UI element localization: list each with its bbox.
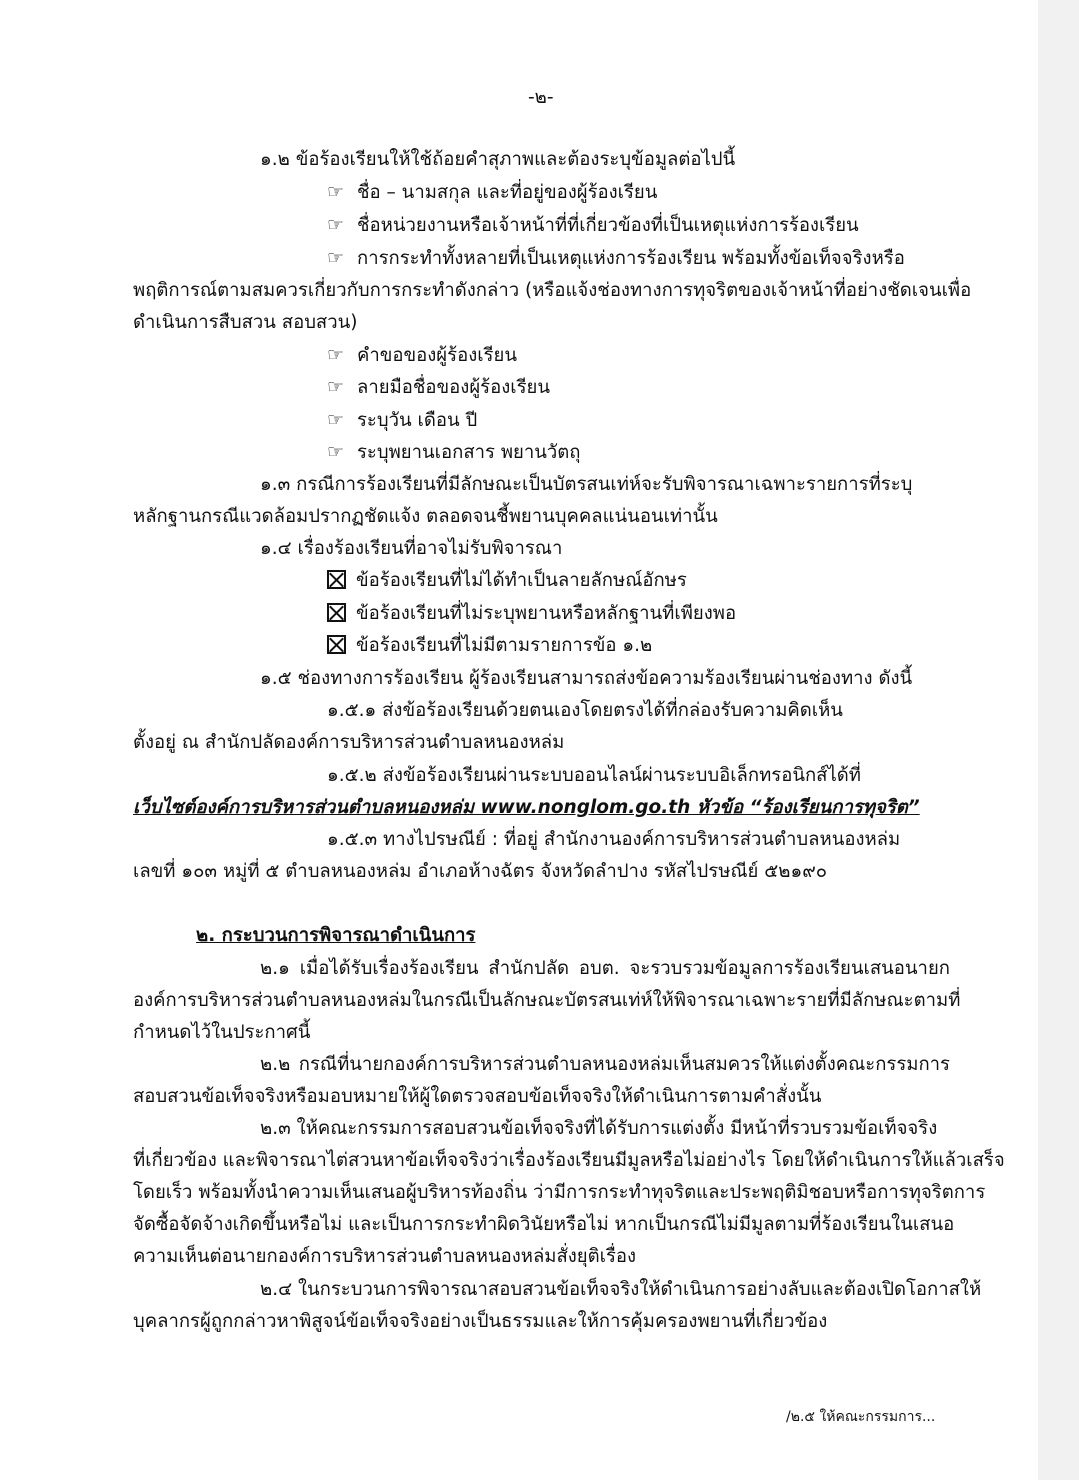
pointing-hand-icon: ☞ xyxy=(327,247,345,269)
paragraph-line: พฤติการณ์ตามสมควรเกี่ยวกับการกระทำดังกล่าว (หรือแจ้งช่องทางการทุจริตของเจ้าหน้าที่อย่างชัดเจนเพื่อ xyxy=(133,280,972,301)
clause-1-5-3-line: ๑.๕.๓ ทางไปรษณีย์ : ที่อยู่ สำนักงานองค์การบริหารส่วนตำบลหนองหล่ม xyxy=(327,829,901,850)
x-box-icon xyxy=(327,635,346,654)
clause-1-5-1-line: ๑.๕.๑ ส่งข้อร้องเรียนด้วยตนเองโดยตรงได้ที่กล่องรับความคิดเห็น xyxy=(327,700,843,721)
continuation-note: /๒.๕ ให้คณะกรรมการ... xyxy=(786,1409,936,1425)
bullet-item: ☞ คำขอของผู้ร้องเรียน xyxy=(327,344,517,366)
paragraph-line: โดยเร็ว พร้อมทั้งนำความเห็นเสนอผู้บริหารท้องถิ่น ว่ามีการกระทำทุจริตและประพฤติมิชอบหรือการทุจริตการ xyxy=(133,1182,986,1203)
pointing-hand-icon: ☞ xyxy=(327,344,345,366)
bullet-item: ☞ ลายมือชื่อของผู้ร้องเรียน xyxy=(327,376,550,398)
paragraph-line: องค์การบริหารส่วนตำบลหนองหล่มในกรณีเป็นลักษณะบัตรสนเท่ห์ให้พิจารณาเฉพาะรายที่มีลักษณะตามที่ xyxy=(133,990,961,1011)
right-scroll-margin xyxy=(1038,0,1079,1480)
paragraph-line: สอบสวนข้อเท็จจริงหรือมอบหมายให้ผู้ใดตรวจสอบข้อเท็จจริงให้ดำเนินการตามคำสั่งนั้น xyxy=(133,1086,822,1107)
checkbox-item: ข้อร้องเรียนที่ไม่ระบุพยานหรือหลักฐานที่เพียงพอ xyxy=(327,602,736,626)
section-2-heading: ๒. กระบวนการพิจารณาดำเนินการ xyxy=(196,925,476,946)
bullet-item: ☞ การกระทำทั้งหลายที่เป็นเหตุแห่งการร้องเรียน พร้อมทั้งข้อเท็จจริงหรือ xyxy=(327,247,905,269)
checkbox-item: ข้อร้องเรียนที่ไม่ได้ทำเป็นลายลักษณ์อักษร xyxy=(327,569,687,593)
clause-2-2-line: ๒.๒ กรณีที่นายกองค์การบริหารส่วนตำบลหนองหล่มเห็นสมควรให้แต่งตั้งคณะกรรมการ xyxy=(260,1054,950,1075)
x-box-icon xyxy=(327,570,346,589)
pointing-hand-icon: ☞ xyxy=(327,376,345,398)
paragraph-line: จัดซื้อจัดจ้างเกิดขึ้นหรือไม่ และเป็นการกระทำผิดวินัยหรือไม่ หากเป็นกรณีไม่มีมูลตามที่ร้องเรียนในเสนอ xyxy=(133,1214,955,1235)
paragraph-line: ตั้งอยู่ ณ สำนักปลัดองค์การบริหารส่วนตำบลหนองหล่ม xyxy=(133,732,565,753)
checkbox-item: ข้อร้องเรียนที่ไม่มีตามรายการข้อ ๑.๒ xyxy=(327,634,652,658)
x-box-icon xyxy=(327,603,346,622)
paragraph-line: เลขที่ ๑๐๓ หมู่ที่ ๕ ตำบลหนองหล่ม อำเภอห้างฉัตร จังหวัดลำปาง รหัสไปรษณีย์ ๕๒๑๙๐ xyxy=(133,861,828,882)
paragraph-line: บุคลากรผู้ถูกกล่าวหาพิสูจน์ข้อเท็จจริงอย่างเป็นธรรมและให้การคุ้มครองพยานที่เกี่ยวข้อง xyxy=(133,1311,828,1332)
clause-1-4-heading: ๑.๔ เรื่องร้องเรียนที่อาจไม่รับพิจารณา xyxy=(260,538,563,559)
website-link-text: เว็บไซต์องค์การบริหารส่วนตำบลหนองหล่ม www.nonglom.go.th หัวข้อ “ร้องเรียนการทุจริต” xyxy=(133,797,920,818)
clause-1-5-2-line: ๑.๕.๒ ส่งข้อร้องเรียนผ่านระบบออนไลน์ผ่านระบบอิเล็กทรอนิกส์ได้ที่ xyxy=(327,765,861,786)
bullet-item: ☞ ชื่อหน่วยงานหรือเจ้าหน้าที่ที่เกี่ยวข้องที่เป็นเหตุแห่งการร้องเรียน xyxy=(327,214,859,236)
paragraph-line: หลักฐานกรณีแวดล้อมปรากฏชัดแจ้ง ตลอดจนชี้พยานบุคคลแน่นอนเท่านั้น xyxy=(133,506,718,527)
bullet-item: ☞ ชื่อ – นามสกุล และที่อยู่ของผู้ร้องเรียน xyxy=(327,181,658,203)
bullet-item: ☞ ระบุพยานเอกสาร พยานวัตถุ xyxy=(327,441,581,463)
clause-1-2-heading: ๑.๒ ข้อร้องเรียนให้ใช้ถ้อยคำสุภาพและต้องระบุข้อมูลต่อไปนี้ xyxy=(260,149,736,170)
paragraph-line: กำหนดไว้ในประกาศนี้ xyxy=(133,1022,311,1043)
pointing-hand-icon: ☞ xyxy=(327,181,345,203)
clause-2-1-line: ๒.๑ เมื่อได้รับเรื่องร้องเรียน สำนักปลัด อบต. จะรวบรวมข้อมูลการร้องเรียนเสนอนายก xyxy=(260,958,950,979)
pointing-hand-icon: ☞ xyxy=(327,441,345,463)
bullet-item: ☞ ระบุวัน เดือน ปี xyxy=(327,409,478,431)
clause-2-4-line: ๒.๔ ในกระบวนการพิจารณาสอบสวนข้อเท็จจริงให้ดำเนินการอย่างลับและต้องเปิดโอกาสให้ xyxy=(260,1279,982,1300)
pointing-hand-icon: ☞ xyxy=(327,214,345,236)
clause-1-3-line: ๑.๓ กรณีการร้องเรียนที่มีลักษณะเป็นบัตรสนเท่ห์จะรับพิจารณาเฉพาะรายการที่ระบุ xyxy=(260,474,913,495)
pointing-hand-icon: ☞ xyxy=(327,409,345,431)
paragraph-line: ที่เกี่ยวข้อง และพิจารณาไต่สวนหาข้อเท็จจริงว่าเรื่องร้องเรียนมีมูลหรือไม่อย่างไร โดยให้ดำเนินการให้แล้วเสร็จ xyxy=(133,1150,1005,1171)
clause-2-3-line: ๒.๓ ให้คณะกรรมการสอบสวนข้อเท็จจริงที่ได้รับการแต่งตั้ง มีหน้าที่รวบรวมข้อเท็จจริง xyxy=(260,1118,938,1139)
clause-1-5-heading: ๑.๕ ช่องทางการร้องเรียน ผู้ร้องเรียนสามารถส่งข้อความร้องเรียนผ่านช่องทาง ดังนี้ xyxy=(260,668,913,689)
paragraph-line: ความเห็นต่อนายกองค์การบริหารส่วนตำบลหนองหล่มสั่งยุติเรื่อง xyxy=(133,1246,637,1267)
page-number: -๒- xyxy=(528,87,554,108)
paragraph-line: ดำเนินการสืบสวน สอบสวน) xyxy=(133,312,358,333)
